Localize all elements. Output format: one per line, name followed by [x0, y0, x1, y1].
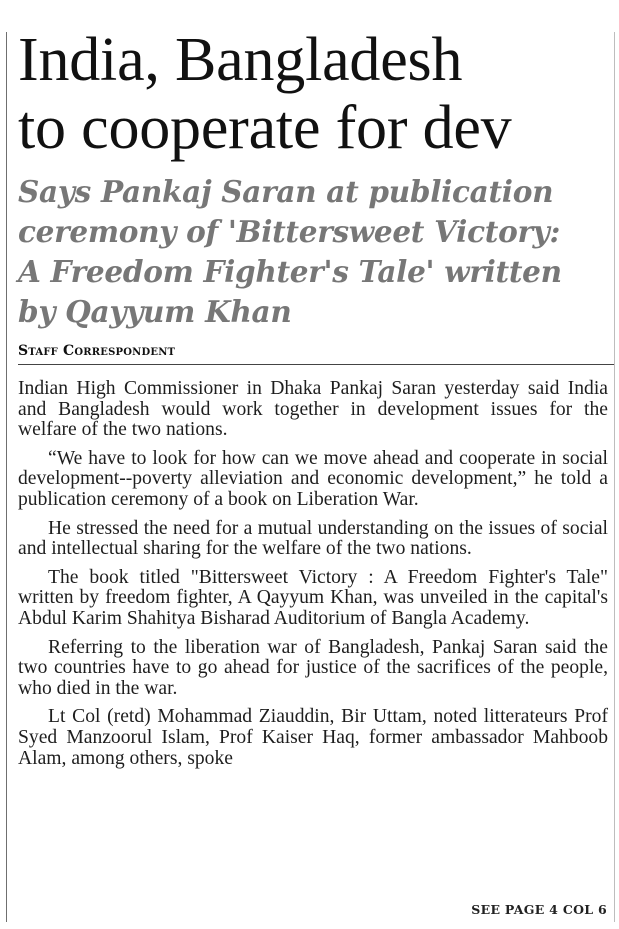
byline: Staff Correspondent [18, 343, 176, 359]
subhead-line-3: A Freedom Fighter's Tale' written [18, 254, 562, 289]
paragraph-4: The book titled "Bittersweet Victory : A Freedom Fighter's Tale" written by freedom fighter, A Qayyum Khan, was unveiled in the capital's Abdul Karim Shahitya Bisharad Auditorium of Bangla Academy. [18, 566, 608, 629]
subhead-line-2: ceremony of 'Bittersweet Victory: [18, 214, 561, 249]
byline-divider [18, 364, 614, 365]
subhead-line-4: by Qayyum Khan [18, 294, 292, 329]
paragraph-6: Lt Col (retd) Mohammad Ziauddin, Bir Uttam, noted litterateurs Prof Syed Manzoorul Islam, Prof Kaiser Haq, former ambassador Mahboob Alam, among others, spoke [18, 706, 608, 769]
paragraph-3: He stressed the need for a mutual understanding on the issues of social and intellectual sharing for the welfare of the two nations. [18, 517, 608, 560]
headline [18, 26, 614, 162]
paragraph-2: “We have to look for how can we move ahead and cooperate in social development--poverty alleviation and economic development,” he told a publication ceremony of a book on Liberation War. [18, 447, 608, 510]
subhead-line-1: Says Pankaj Saran at publication [18, 174, 554, 209]
article-body [18, 379, 608, 777]
headline-line-1: India, Bangladesh [18, 26, 463, 94]
subheadline [18, 172, 614, 332]
headline-line-2: to cooperate for dev [18, 94, 512, 162]
right-column-rule [614, 32, 615, 922]
paragraph-1: Indian High Commissioner in Dhaka Pankaj Saran yesterday said India and Bangladesh would work together in development issues for the welfare of the two nations. [18, 378, 608, 441]
left-column-rule [6, 32, 7, 922]
paragraph-5: Referring to the liberation war of Bangladesh, Pankaj Saran said the two countries have to go ahead for justice of the sacrifices of the people, who died in the war. [18, 636, 608, 699]
continued-jump-line: SEE PAGE 4 COL 6 [471, 902, 607, 917]
